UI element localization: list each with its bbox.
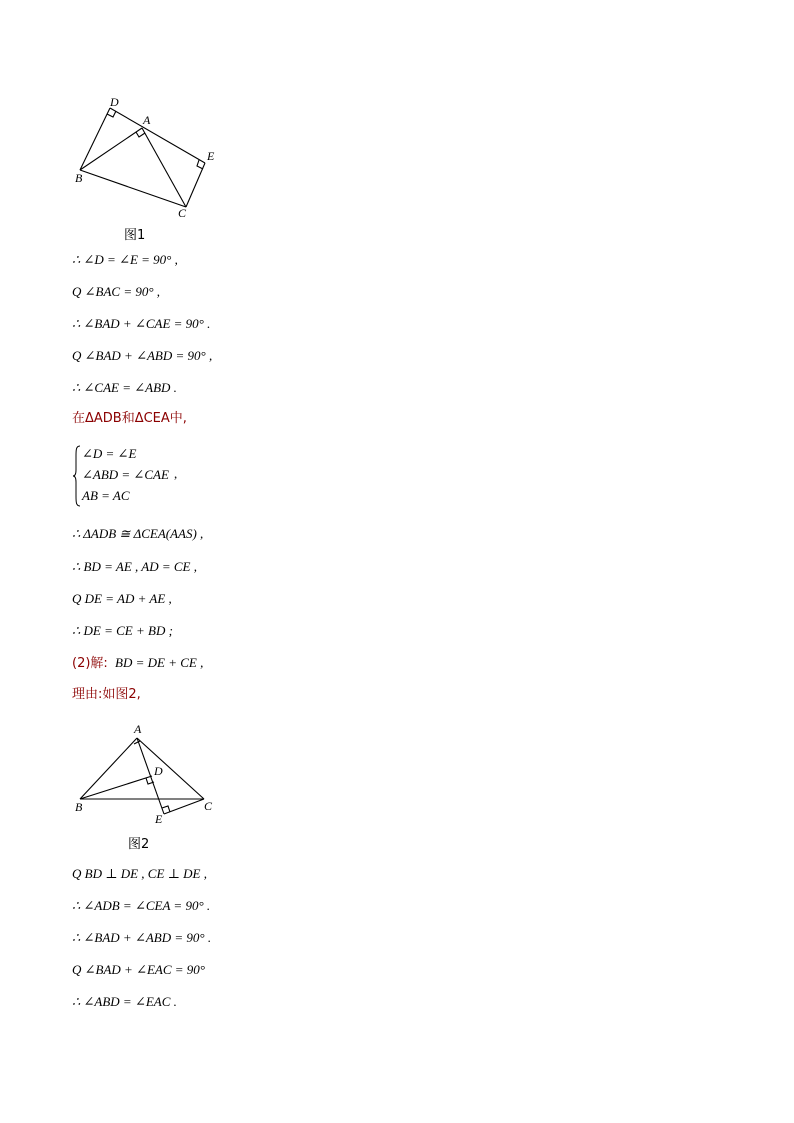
fig1-label-c: C: [178, 206, 187, 220]
system-suffix: ,: [174, 466, 178, 481]
proof-line: ∴ ΔADB ≅ ΔCEA(AAS) ,: [72, 526, 204, 541]
proof-line: Q ∠BAC = 90° ,: [72, 284, 161, 299]
proof-line: Q ∠BAD + ∠EAC = 90°: [72, 962, 205, 977]
fig2-label-a: A: [134, 722, 142, 736]
system-row: ∠D = ∠E: [82, 446, 137, 461]
equation-system: [72, 444, 212, 508]
line-ba: [80, 128, 142, 170]
proof-line: ∴ ∠ADB = ∠CEA = 90° .: [72, 898, 211, 913]
figure-1-diagram: [70, 95, 230, 220]
line-bc: [80, 170, 186, 207]
figure-1-caption: 图1: [124, 228, 146, 243]
proof-line: ∴ ∠CAE = ∠ABD .: [72, 380, 177, 395]
proof-line: ∴ DE = CE + BD ;: [72, 623, 173, 638]
proof-line: ∴ ∠D = ∠E = 90° ,: [72, 252, 178, 267]
line-ce: [186, 163, 205, 207]
figure-2: [70, 718, 230, 828]
proof-line: Q BD ⊥ DE , CE ⊥ DE ,: [72, 866, 207, 881]
fig1-label-b: B: [75, 171, 83, 185]
fig2-label-e: E: [155, 812, 163, 826]
figure-2-caption: 图2: [128, 837, 150, 852]
proof-line: ∴ ∠BAD + ∠CAE = 90° .: [72, 316, 211, 331]
fig1-label-a: A: [143, 113, 151, 127]
system-row: ∠ABD = ∠CAE: [82, 467, 169, 482]
figure-2-diagram: [70, 718, 230, 828]
part2-prefix: (2)解:: [72, 656, 108, 671]
line-ac: [137, 738, 204, 799]
line-bd: [80, 108, 110, 170]
proof-line: ∴ ∠BAD + ∠ABD = 90° .: [72, 930, 212, 945]
fig2-label-d: D: [154, 764, 163, 778]
proof-line: Q DE = AD + AE ,: [72, 591, 172, 606]
reason-line: 理由:如图2,: [72, 687, 141, 702]
part2-formula: BD = DE + CE ,: [115, 655, 204, 670]
left-brace: [72, 444, 82, 508]
right-angle-mark-a: [136, 132, 145, 137]
part2-heading: [72, 655, 203, 672]
fig2-label-c: C: [204, 799, 213, 813]
proof-line: Q ∠BAD + ∠ABD = 90° ,: [72, 348, 213, 363]
proof-line: ∴ BD = AE , AD = CE ,: [72, 559, 197, 574]
fig2-label-b: B: [75, 800, 83, 814]
fig1-label-d: D: [110, 95, 119, 109]
proof-line: ∴ ∠ABD = ∠EAC .: [72, 994, 177, 1009]
in-triangles-line: 在ΔADB和ΔCEA中,: [72, 411, 187, 426]
system-row: AB = AC: [82, 488, 130, 503]
figure-1: [70, 95, 230, 220]
fig1-label-e: E: [207, 149, 215, 163]
